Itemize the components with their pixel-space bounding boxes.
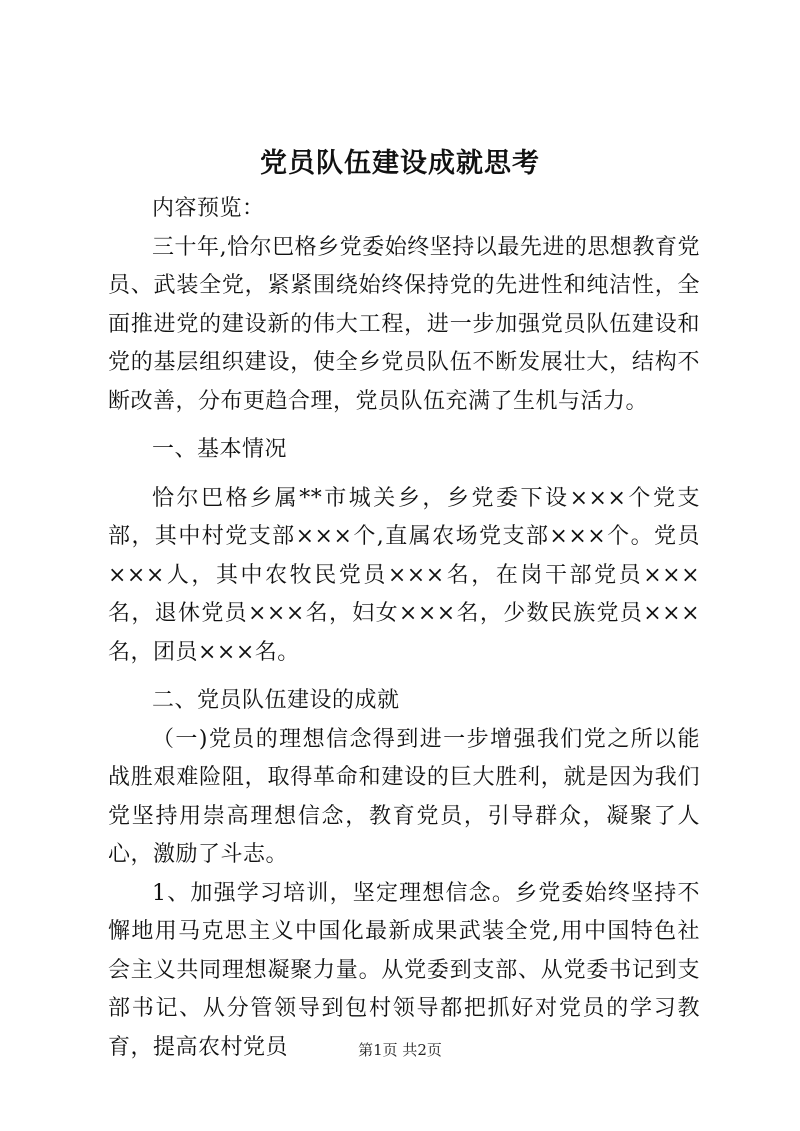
paragraph-intro: 三十年,恰尔巴格乡党委始终坚持以最先进的思想教育党员、武装全党，紧紧围绕始终保持党的先进性和纯洁性，全面推进党的建设新的伟大工程，进一步加强党员队伍建设和党的基层组织建设，使全乡党员队伍不断发展壮大，结构不断改善，分布更趋合理，党员队伍充满了生机与活力。	[108, 234, 700, 414]
document-body	[108, 190, 700, 1067]
preview-label: 内容预览：	[152, 196, 265, 221]
paragraph-ideals: （一)党员的理想信念得到进一步增强我们党之所以能战胜艰难险阻，取得革命和建设的巨大胜利，就是因为我们党坚持用崇高理想信念，教育党员，引导群众，凝聚了人心，激励了斗志。	[108, 726, 700, 867]
section-heading-achievements: 二、党员队伍建设的成就	[152, 688, 400, 713]
paragraph-study-training: 1、加强学习培训，坚定理想信念。乡党委始终坚持不懈地用马克思主义中国化最新成果武装全党,用中国特色社会主义共同理想凝聚力量。从党委到支部、从党委书记到支部书记、从分管领导到包村领导都把抓好对党员的学习教育，提高农村党员	[108, 880, 700, 1060]
page-footer: 第1页 共2页	[358, 1041, 442, 1059]
document-title: 党员队伍建设成就思考	[260, 148, 540, 179]
section-heading-basic: 一、基本情况	[152, 437, 288, 462]
paragraph-basic-situation: 恰尔巴格乡属**市城关乡，乡党委下设×××个党支部，其中村党支部×××个,直属农场党支部×××个。党员×××人，其中农牧民党员×××名，在岗干部党员×××名，退休党员×××名，妇女×××名，少数民族党员×××名，团员×××名。	[108, 485, 700, 665]
